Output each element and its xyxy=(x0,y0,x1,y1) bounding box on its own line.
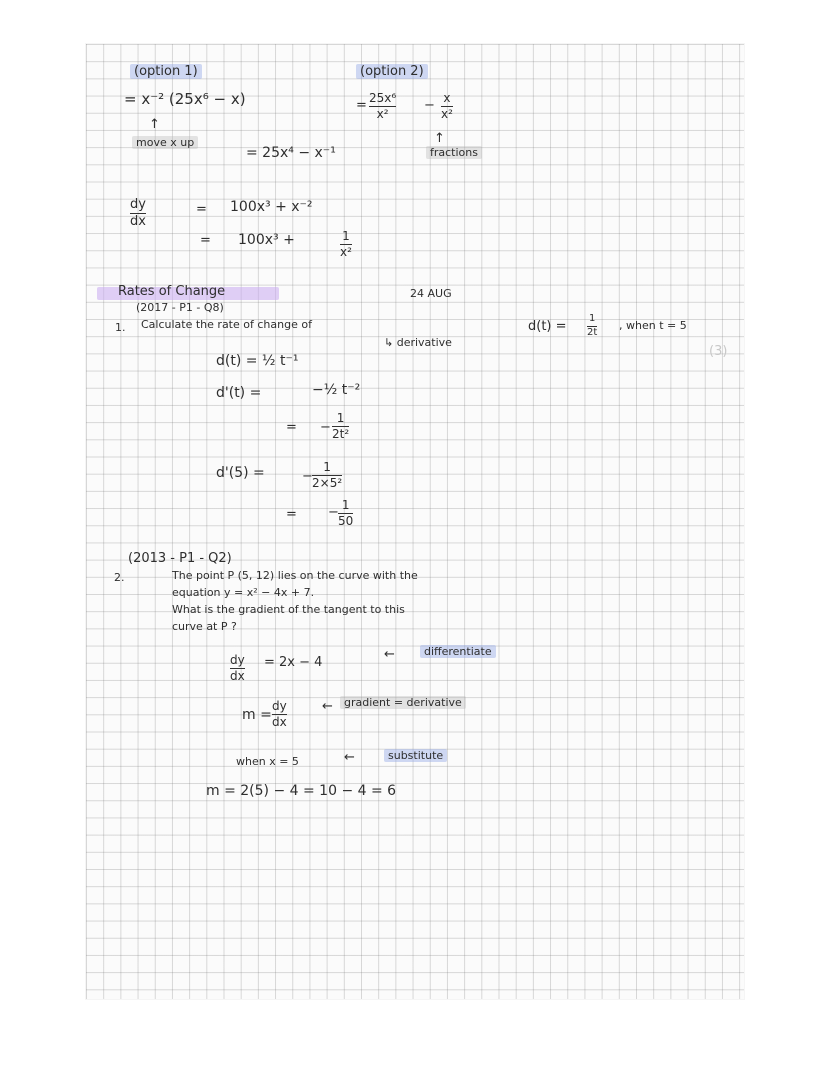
option-2-den-1: x² xyxy=(376,106,389,121)
option-2-note: fractions xyxy=(426,146,482,159)
q1-line-5-minus: − xyxy=(328,505,339,520)
q1-line-4-num: 1 xyxy=(323,460,331,474)
q2-grad-note: gradient = derivative xyxy=(340,696,466,709)
dy-line-2-num: 1 xyxy=(342,229,350,243)
q2-grad-arrow: ← xyxy=(322,699,333,714)
option-2-minus: − xyxy=(424,98,435,113)
q2-line-2: equation y = x² − 4x + 7. xyxy=(172,586,315,599)
q1-line-5-fraction xyxy=(338,499,353,527)
section-title: Rates of Change xyxy=(118,284,226,299)
option-1-result: = 25x⁴ − x⁻¹ xyxy=(246,145,336,161)
q2-final: m = 2(5) − 4 = 10 − 4 = 6 xyxy=(206,783,397,799)
q2-diff-note: differentiate xyxy=(420,645,496,658)
q1-line-4-minus: − xyxy=(302,469,313,484)
q1-function-num: 1 xyxy=(588,313,596,324)
q2-dy-dx-fraction xyxy=(230,654,245,682)
option-1-label: (option 1) xyxy=(130,64,202,79)
dy-line-1: 100x³ + x⁻² xyxy=(230,199,313,215)
option-2-fraction-1 xyxy=(369,92,396,120)
q2-number: 2. xyxy=(114,571,125,584)
q2-line-1: The point P (5, 12) lies on the curve with the xyxy=(172,569,418,582)
q1-line-3-den: 2t² xyxy=(332,426,350,441)
q2-dy-rhs: = 2x − 4 xyxy=(264,655,323,670)
dy-equals-1: = xyxy=(196,202,207,217)
q2-line-3: What is the gradient of the tangent to this xyxy=(172,603,405,616)
q2-line-4: curve at P ? xyxy=(172,620,237,633)
option-2-num-1: 25x⁶ xyxy=(369,91,397,105)
q2-m-num: dy xyxy=(272,699,287,713)
q1-line-5-num: 1 xyxy=(341,498,350,512)
option-1-expression: = x⁻² (25x⁶ − x) xyxy=(124,90,246,108)
option-2-equals: = xyxy=(356,98,367,113)
q1-when: , when t = 5 xyxy=(619,319,687,332)
q2-sub-arrow: ← xyxy=(344,750,355,765)
q1-line-3-fraction xyxy=(332,412,349,440)
date: 24 AUG xyxy=(410,287,452,300)
q1-marks: (3) xyxy=(709,344,728,359)
q1-line-3-minus: − xyxy=(320,420,331,435)
q2-sub-note: substitute xyxy=(384,749,447,762)
q2-m-den: dx xyxy=(272,714,287,729)
q1-line-1: d(t) = ½ t⁻¹ xyxy=(216,353,299,369)
dy-line-2: 100x³ + xyxy=(238,232,295,248)
q2-diff-arrow: ← xyxy=(384,647,395,662)
dy-dx-fraction xyxy=(130,198,146,228)
section-ref: (2017 - P1 - Q8) xyxy=(136,301,224,314)
option-1-note: move x up xyxy=(132,136,198,149)
q1-line-3-equals: = xyxy=(286,420,297,435)
q1-line-2-rhs: −½ t⁻² xyxy=(312,382,361,398)
dy-equals-2: = xyxy=(200,233,211,248)
dy-line-2-fraction xyxy=(340,230,352,258)
q1-line-2-lhs: d'(t) = xyxy=(216,385,262,401)
q1-function-den: 2t xyxy=(587,326,598,338)
q2-when: when x = 5 xyxy=(236,755,299,768)
q1-function-fraction xyxy=(587,314,597,338)
q1-line-4-fraction xyxy=(312,461,342,489)
option-1-arrow: ↑ xyxy=(149,117,160,132)
q1-number: 1. xyxy=(115,321,126,334)
grid-paper xyxy=(86,44,744,999)
q2-dy-num: dy xyxy=(230,653,245,667)
q2-m-fraction xyxy=(272,700,287,728)
q2-m-equals: m = xyxy=(242,707,272,723)
q1-note: ↳ derivative xyxy=(384,336,452,349)
q1-line-3-num: 1 xyxy=(336,411,345,425)
q2-dy-den: dx xyxy=(230,668,245,683)
q1-line-5-equals: = xyxy=(286,507,297,522)
q1-line-4-den: 2×5² xyxy=(312,475,343,490)
dy-numerator: dy xyxy=(130,197,146,212)
option-2-den-2: x² xyxy=(441,106,453,121)
option-2-arrow: ↑ xyxy=(434,131,445,146)
q1-function: d(t) = xyxy=(528,319,567,334)
option-2-num-2: x xyxy=(443,91,451,105)
q2-ref: (2013 - P1 - Q2) xyxy=(128,551,232,566)
q1-line-4-lhs: d'(5) = xyxy=(216,465,265,481)
dy-line-2-den: x² xyxy=(340,244,352,259)
option-2-fraction-2 xyxy=(441,92,453,120)
dx-denominator: dx xyxy=(130,213,146,229)
option-2-label: (option 2) xyxy=(356,64,428,79)
q1-line-5-den: 50 xyxy=(338,513,354,528)
q1-text: Calculate the rate of change of xyxy=(141,318,312,331)
